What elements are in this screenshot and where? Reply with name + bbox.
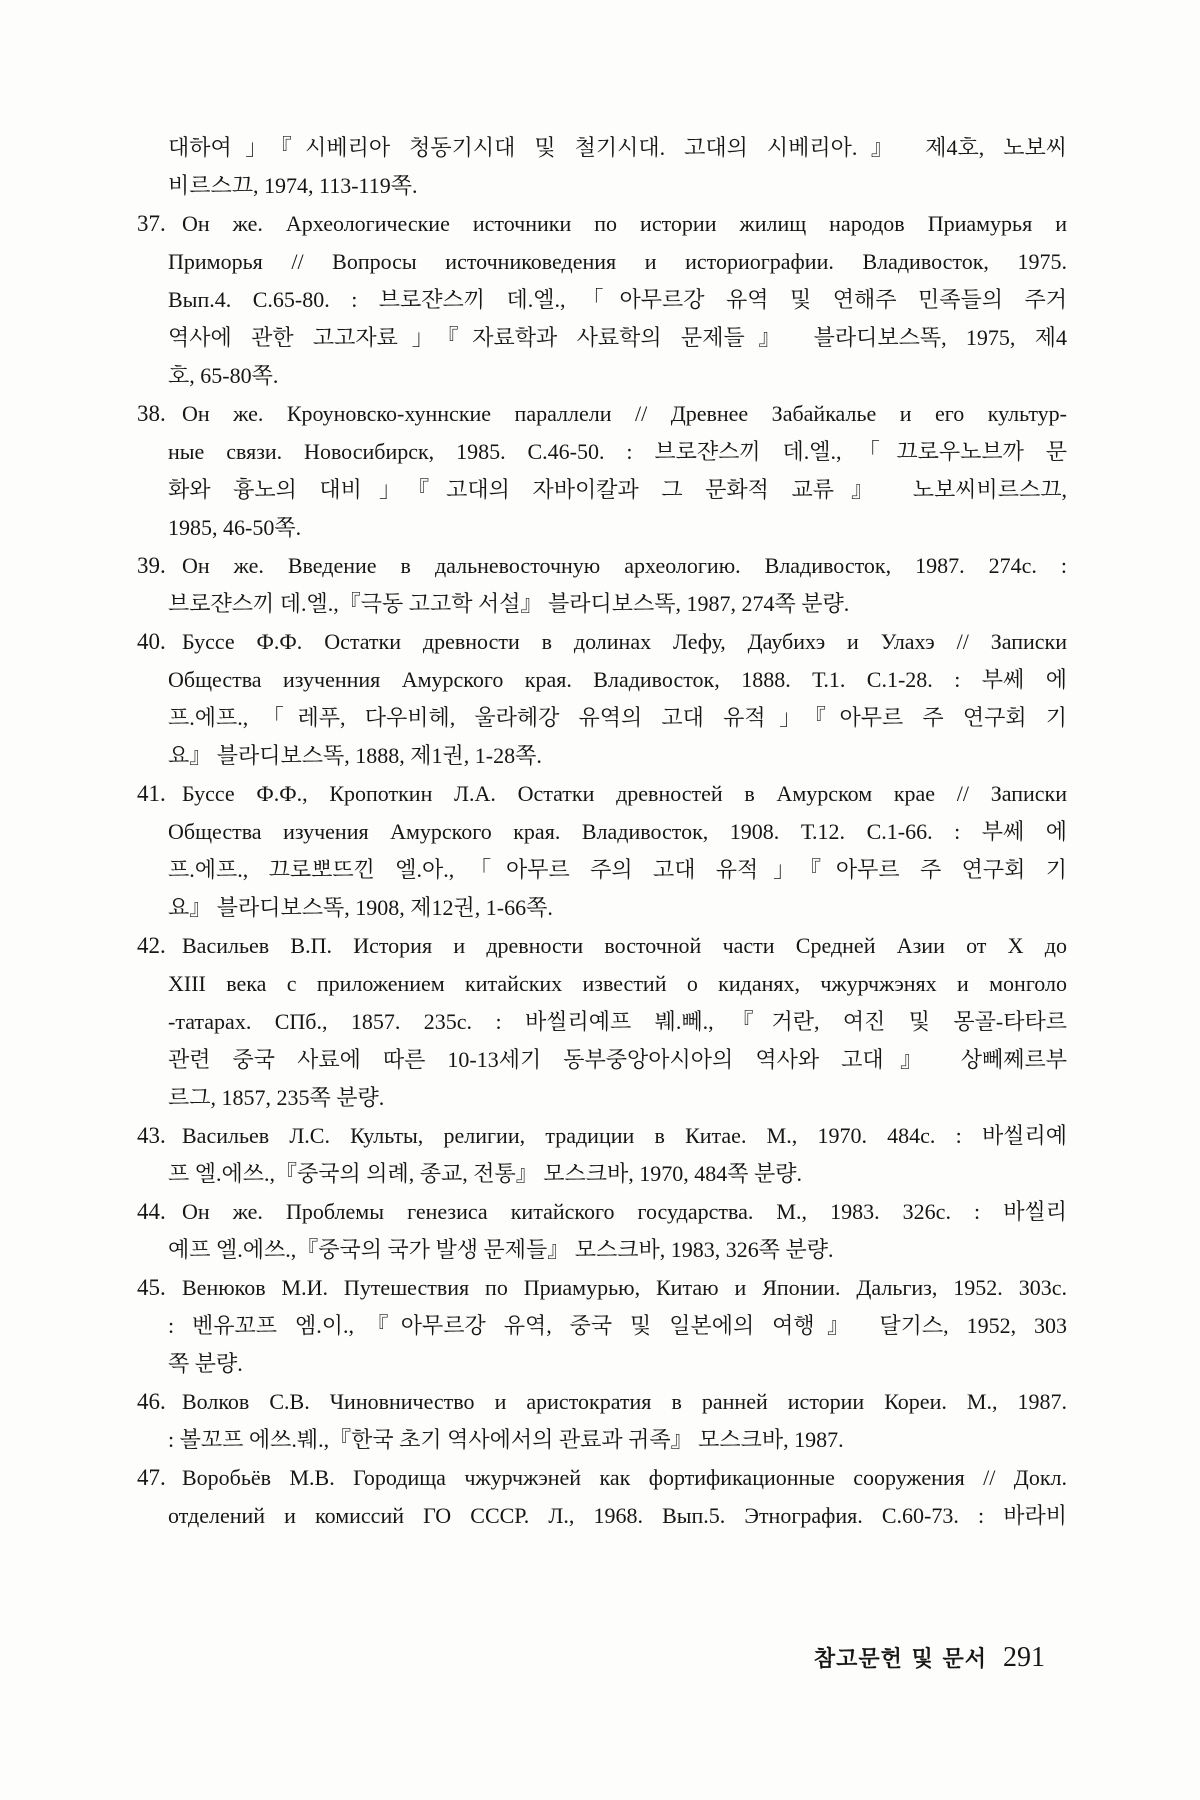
bibliography-entry-44 bbox=[137, 1193, 1067, 1269]
entry-line: 요』 블라디보스똑, 1908, 제12권, 1-66쪽. bbox=[168, 895, 553, 920]
page-footer bbox=[814, 1642, 1045, 1674]
entry-line: Буссе Ф.Ф., Кропоткин Л.А. Остатки древностей в Амурском крае // Записки bbox=[182, 781, 1067, 806]
bibliography-entry-45 bbox=[137, 1269, 1067, 1383]
entry-line: 호, 65-80쪽. bbox=[168, 363, 279, 388]
entry-line: 요』 블라디보스똑, 1888, 제1권, 1-28쪽. bbox=[168, 743, 542, 768]
entry-number: 43. bbox=[137, 1123, 166, 1148]
entry-line: 역사에 관한 고고자료」『자료학과 사료학의 문제들』 블라디보스똑, 1975, 제4 bbox=[168, 325, 1067, 350]
entry-number: 37. bbox=[137, 211, 166, 236]
entry-line: Общества изученния Амурского края. Владивосток, 1888. Т.1. С.1-28. : 부쎄 에 bbox=[168, 667, 1067, 692]
entry-number: 40. bbox=[137, 629, 166, 654]
entry-line: 프.에프., 끄로뽀뜨낀 엘.아.,「아무르 주의 고대 유적」『아무르 주 연구회 기 bbox=[168, 857, 1067, 882]
entry-first-line bbox=[137, 1383, 1067, 1421]
entry-first-line bbox=[137, 775, 1067, 813]
bibliography-entry-47 bbox=[137, 1459, 1067, 1535]
bibliography-entry-43 bbox=[137, 1117, 1067, 1193]
entry-line: Он же. Введение в дальневосточную археологию. Владивосток, 1987. 274с. : bbox=[182, 553, 1067, 578]
bibliography-entry-continued bbox=[137, 129, 1067, 205]
entry-line: 쪽 분량. bbox=[168, 1351, 243, 1376]
entry-line: ные связи. Новосибирск, 1985. С.46-50. : 브로쟌스끼 데.엘.,「끄로우노브까 문 bbox=[168, 439, 1067, 464]
entry-line: -татарах. СПб., 1857. 235с. : 바씰리예프 붸.뻬.,『거란, 여진 및 몽골-타타르 bbox=[168, 1009, 1067, 1034]
bibliography-entry-37 bbox=[137, 205, 1067, 395]
entry-line: Вып.4. С.65-80. : 브로쟌스끼 데.엘.,「아무르강 유역 및 연해주 민족들의 주거 bbox=[168, 287, 1067, 312]
entry-line: 예프 엘.에쓰.,『중국의 국가 발생 문제들』 모스크바, 1983, 326쪽 분량. bbox=[168, 1237, 834, 1262]
entry-line: 르그, 1857, 235쪽 분량. bbox=[168, 1085, 385, 1110]
entry-line: Васильев В.П. История и древности восточной части Средней Азии от X до bbox=[182, 933, 1067, 958]
bibliography-entry-42 bbox=[137, 927, 1067, 1117]
entry-line: 대하여」『시베리아 청동기시대 및 철기시대. 고대의 시베리아.』 제4호, 노보씨 bbox=[168, 135, 1067, 160]
entry-line: 관련 중국 사료에 따른 10-13세기 동부중앙아시아의 역사와 고대』 상뻬쩨르부 bbox=[168, 1047, 1067, 1072]
entry-number: 47. bbox=[137, 1465, 166, 1490]
entry-number: 41. bbox=[137, 781, 166, 806]
entry-line: Венюков М.И. Путешествия по Приамурью, Китаю и Японии. Дальгиз, 1952. 303с. bbox=[182, 1275, 1067, 1300]
entry-line: Буссе Ф.Ф. Остатки древности в долинах Лефу, Даубихэ и Улахэ // Записки bbox=[182, 629, 1067, 654]
entry-line: 1985, 46-50쪽. bbox=[168, 515, 302, 540]
entry-line: Васильев Л.С. Культы, религии, традиции в Китае. М., 1970. 484с. : 바씰리예 bbox=[182, 1123, 1067, 1148]
entry-first-line bbox=[137, 1269, 1067, 1307]
page-number: 291 bbox=[1003, 1642, 1045, 1673]
bibliography-entry-40 bbox=[137, 623, 1067, 775]
entry-line: 화와 흉노의 대비」『고대의 자바이칼과 그 문화적 교류』 노보씨비르스끄, bbox=[168, 477, 1067, 502]
entry-line: XIII века с приложением китайских известий о киданях, чжурчжэнях и монголо bbox=[168, 971, 1067, 996]
entry-line: Он же. Кроуновско-хуннские параллели // Древнее Забайкалье и его культур- bbox=[182, 401, 1067, 426]
entry-number: 39. bbox=[137, 553, 166, 578]
entry-first-line bbox=[137, 623, 1067, 661]
entry-line: 비르스끄, 1974, 113-119쪽. bbox=[168, 173, 418, 198]
entry-line: Приморья // Вопросы источниковедения и историографии. Владивосток, 1975. bbox=[168, 249, 1067, 274]
entry-line: 프 엘.에쓰.,『중국의 의례, 종교, 전통』 모스크바, 1970, 484쪽 분량. bbox=[168, 1161, 803, 1186]
entry-line: : 벤유꼬프 엠.이.,『아무르강 유역, 중국 및 일본에의 여행』 달기스, 1952, 303 bbox=[168, 1313, 1067, 1338]
bibliography-entry-38 bbox=[137, 395, 1067, 547]
entry-first-line bbox=[137, 1459, 1067, 1497]
entry-first-line bbox=[137, 1117, 1067, 1155]
entry-first-line bbox=[137, 547, 1067, 585]
entry-number: 46. bbox=[137, 1389, 166, 1414]
entry-first-line bbox=[137, 927, 1067, 965]
bibliography-list bbox=[137, 129, 1067, 1535]
entry-line: Общества изучения Амурского края. Владивосток, 1908. Т.12. С.1-66. : 부쎄 에 bbox=[168, 819, 1067, 844]
entry-line: 프.에프.,「레푸, 다우비헤, 울라헤강 유역의 고대 유적」『아무르 주 연구회 기 bbox=[168, 705, 1067, 730]
entry-first-line bbox=[137, 1193, 1067, 1231]
entry-number: 38. bbox=[137, 401, 166, 426]
entry-number: 44. bbox=[137, 1199, 166, 1224]
entry-line: : 볼꼬프 에쓰.붸.,『한국 초기 역사에서의 관료과 귀족』 모스크바, 1987. bbox=[168, 1427, 844, 1452]
entry-number: 42. bbox=[137, 933, 166, 958]
entry-line: 브로쟌스끼 데.엘.,『극동 고고학 서설』 블라디보스똑, 1987, 274쪽 분량. bbox=[168, 591, 850, 616]
bibliography-entry-46 bbox=[137, 1383, 1067, 1459]
entry-line: отделений и комиссий ГО СССР. Л., 1968. Вып.5. Этнография. С.60-73. : 바라비 bbox=[168, 1503, 1067, 1528]
running-footer-title: 참고문헌 및 문서 bbox=[813, 1647, 987, 1672]
bibliography-entry-39 bbox=[137, 547, 1067, 623]
entry-line: Он же. Археологические источники по истории жилищ народов Приамурья и bbox=[182, 211, 1067, 236]
entry-number: 45. bbox=[137, 1275, 166, 1300]
entry-line: Волков С.В. Чиновничество и аристократия в ранней истории Кореи. М., 1987. bbox=[182, 1389, 1067, 1414]
entry-line: Он же. Проблемы генезиса китайского государства. М., 1983. 326с. : 바씰리 bbox=[182, 1199, 1067, 1224]
entry-first-line bbox=[137, 395, 1067, 433]
entry-first-line bbox=[137, 205, 1067, 243]
bibliography-entry-41 bbox=[137, 775, 1067, 927]
entry-line: Воробьёв М.В. Городища чжурчжэней как фортификационные сооружения // Докл. bbox=[182, 1465, 1067, 1490]
